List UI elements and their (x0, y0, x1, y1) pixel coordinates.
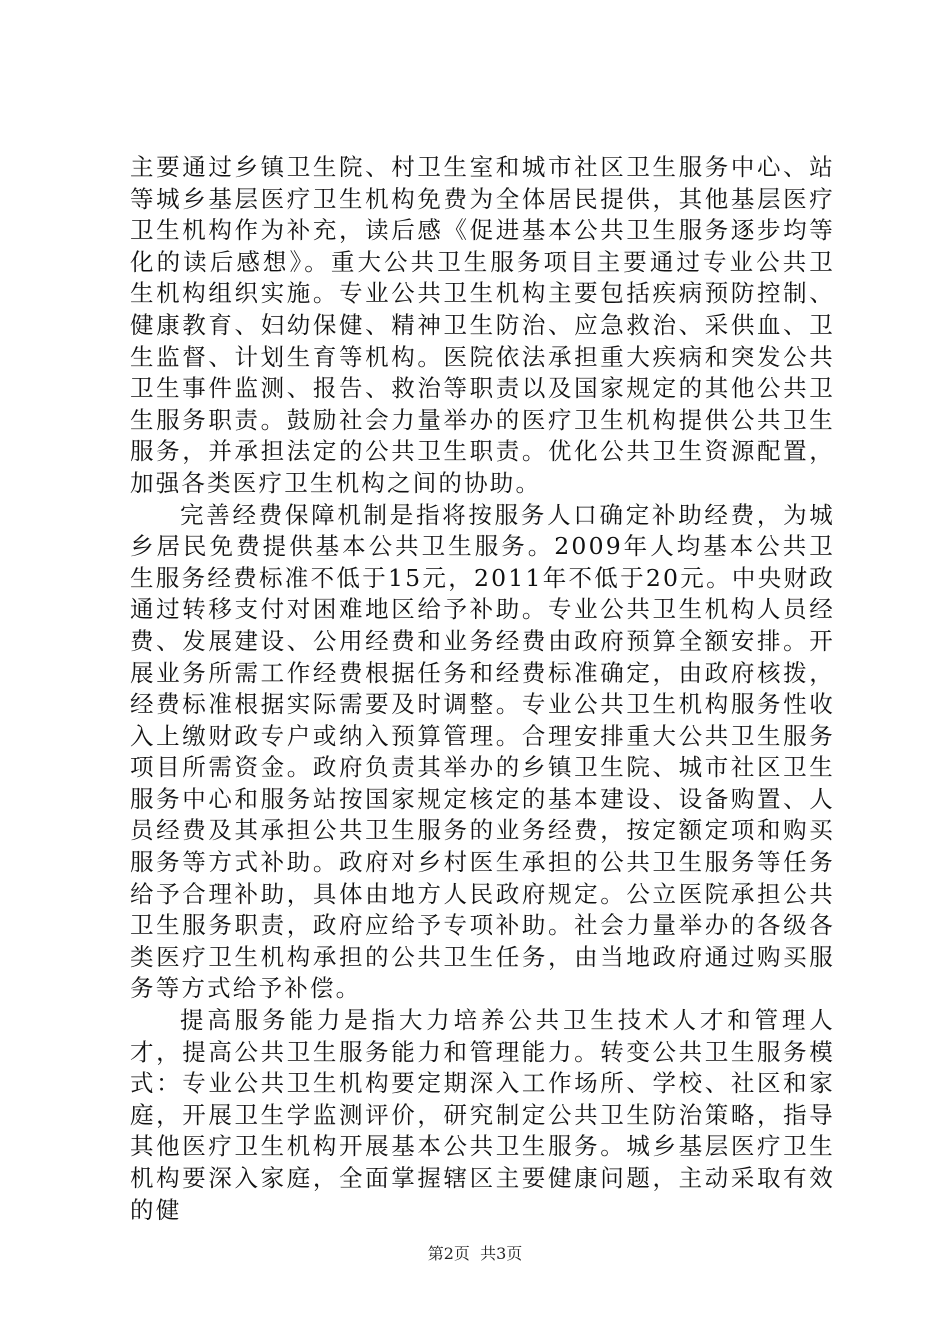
paragraph-2: 完善经费保障机制是指将按服务人口确定补助经费，为城乡居民免费提供基本公共卫生服务。2009年人均基本公共卫生服务经费标准不低于15元，2011年不低于20元。中央财政通过转移支付对困难地区给予补助。专业公共卫生机构人员经费、发展建设、公用经费和业务经费由政府预算全额安排。开展业务所需工作经费根据任务和经费标准确定，由政府核拨，经费标准根据实际需要及时调整。专业公共卫生机构服务性收入上缴财政专户或纳入预算管理。合理安排重大公共卫生服务项目所需资金。政府负责其举办的乡镇卫生院、城市社区卫生服务中心和服务站按国家规定核定的基本建设、设备购置、人员经费及其承担公共卫生服务的业务经费，按定额定项和购买服务等方式补助。政府对乡村医生承担的公共卫生服务等任务给予合理补助，具体由地方人民政府规定。公立医院承担公共卫生服务职责，政府应给予专项补助。社会力量举办的各级各类医疗卫生机构承担的公共卫生任务，由当地政府通过购买服务等方式给予补偿。 (130, 500, 835, 1003)
paragraph-3: 提高服务能力是指大力培养公共卫生技术人才和管理人才，提高公共卫生服务能力和管理能力。转变公共卫生服务模式：专业公共卫生机构要定期深入工作场所、学校、社区和家庭，开展卫生学监测评价，研究制定公共卫生防治策略，指导其他医疗卫生机构开展基本公共卫生服务。城乡基层医疗卫生机构要深入家庭，全面掌握辖区主要健康问题，主动采取有效的健 (130, 1006, 835, 1224)
paragraph-1: 主要通过乡镇卫生院、村卫生室和城市社区卫生服务中心、站等城乡基层医疗卫生机构免费为全体居民提供，其他基层医疗卫生机构作为补充，读后感《促进基本公共卫生服务逐步均等化的读后感想》。重大公共卫生服务项目主要通过专业公共卫生机构组织实施。专业公共卫生机构主要包括疾病预防控制、健康教育、妇幼保健、精神卫生防治、应急救治、采供血、卫生监督、计划生育等机构。医院依法承担重大疾病和突发公共卫生事件监测、报告、救治等职责以及国家规定的其他公共卫生服务职责。鼓励社会力量举办的医疗卫生机构提供公共卫生服务，并承担法定的公共卫生职责。优化公共卫生资源配置，加强各类医疗卫生机构之间的协助。 (130, 153, 835, 497)
page-footer: 第2页 共3页 (427, 1244, 523, 1263)
document-body (130, 152, 835, 1226)
